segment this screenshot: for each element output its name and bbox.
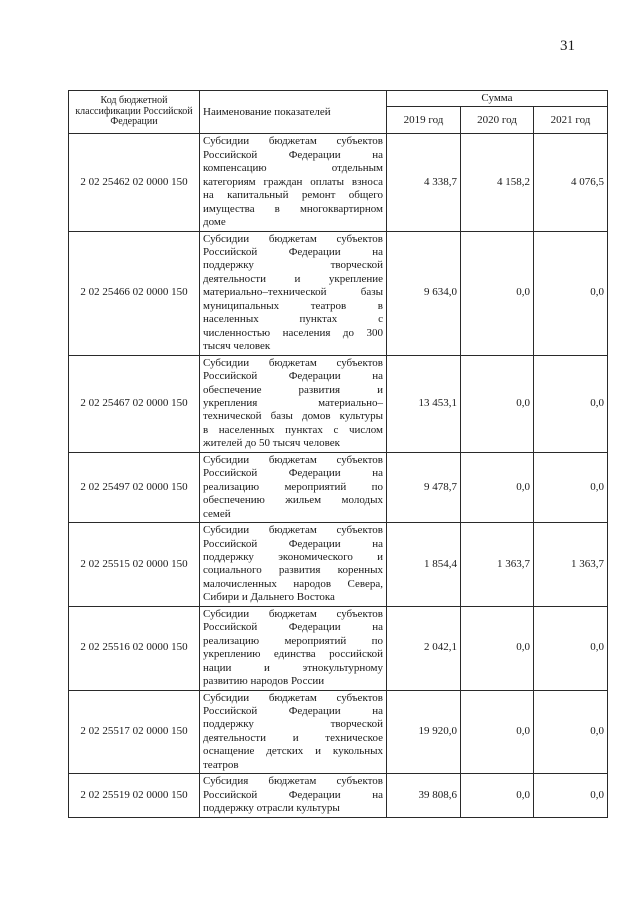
indicator-name-line: Субсидии бюджетам субъектов xyxy=(203,356,383,369)
indicator-name-line: семей xyxy=(203,507,231,520)
amount-2019-cell: 9 478,7 xyxy=(387,452,461,522)
indicator-name-line: Российской Федерации на xyxy=(203,788,383,801)
indicator-name-line: технической базы домов культуры xyxy=(203,410,383,423)
indicator-name-line: развитию народов России xyxy=(203,675,325,688)
table-row xyxy=(69,690,608,774)
table-row xyxy=(69,134,608,231)
indicator-name-line: муниципальных театров в xyxy=(203,299,383,312)
header-year-2020: 2020 год xyxy=(461,107,534,134)
indicator-name-line: социального развития коренных xyxy=(203,564,383,577)
indicator-name-cell xyxy=(200,774,387,817)
amount-2021-cell: 1 363,7 xyxy=(534,523,608,607)
indicator-name-line: Субсидии бюджетам субъектов xyxy=(203,524,383,537)
indicator-name-line: реализацию мероприятий по xyxy=(203,480,383,493)
budget-code-cell: 2 02 25462 02 0000 150 xyxy=(69,134,200,231)
indicator-name-line: доме xyxy=(203,216,226,229)
table-row xyxy=(69,523,608,607)
indicator-name-line: Российской Федерации на xyxy=(203,148,383,161)
indicator-name-line: Субсидии бюджетам субъектов xyxy=(203,135,383,148)
amount-2019-cell: 2 042,1 xyxy=(387,606,461,690)
amount-2021-cell: 0,0 xyxy=(534,606,608,690)
indicator-name-line: имущества в многоквартирном xyxy=(203,202,383,215)
indicator-name-cell xyxy=(200,134,387,231)
indicator-name-line: Субсидия бюджетам субъектов xyxy=(203,775,383,788)
table-row xyxy=(69,774,608,817)
indicator-name-cell xyxy=(200,355,387,452)
indicator-name-line: населенных пунктах с xyxy=(203,313,383,326)
amount-2019-cell: 4 338,7 xyxy=(387,134,461,231)
amount-2020-cell: 1 363,7 xyxy=(461,523,534,607)
header-year-2021: 2021 год xyxy=(534,107,608,134)
amount-2021-cell: 0,0 xyxy=(534,452,608,522)
indicator-name-line: деятельности и техническое xyxy=(203,731,383,744)
amount-2019-cell: 19 920,0 xyxy=(387,690,461,774)
indicator-name-line: реализацию мероприятий по xyxy=(203,634,383,647)
header-row-1 xyxy=(69,91,608,107)
indicator-name-line: Субсидии бюджетам субъектов xyxy=(203,453,383,466)
header-sum: Сумма xyxy=(387,91,608,107)
amount-2020-cell: 0,0 xyxy=(461,355,534,452)
budget-code-cell: 2 02 25519 02 0000 150 xyxy=(69,774,200,817)
indicator-name-cell xyxy=(200,452,387,522)
indicator-name-line: обеспечению жильем молодых xyxy=(203,494,383,507)
indicator-name-line: деятельности и укрепление xyxy=(203,272,383,285)
indicator-name-line: укрепления материально– xyxy=(203,397,383,410)
indicator-name-line: малочисленных народов Севера, xyxy=(203,577,383,590)
amount-2020-cell: 4 158,2 xyxy=(461,134,534,231)
budget-code-cell: 2 02 25466 02 0000 150 xyxy=(69,231,200,355)
indicator-name-line: поддержку экономического и xyxy=(203,551,383,563)
indicator-name-line: компенсацию отдельным xyxy=(203,162,383,175)
indicator-name-line: Субсидии бюджетам субъектов xyxy=(203,232,383,245)
table-row xyxy=(69,355,608,452)
indicator-name-line: Российской Федерации на xyxy=(203,467,383,480)
header-name: Наименование показателей xyxy=(200,91,387,134)
indicator-name-line: Российской Федерации на xyxy=(203,246,383,259)
header-code: Код бюджетной классификации Российской Федерации xyxy=(69,91,200,134)
indicator-name-line: поддержку отрасли культуры xyxy=(203,802,340,815)
amount-2020-cell: 0,0 xyxy=(461,774,534,817)
amount-2019-cell: 39 808,6 xyxy=(387,774,461,817)
indicator-name-line: категориям граждан оплаты взноса xyxy=(203,175,383,188)
indicator-name-line: театров xyxy=(203,758,239,771)
budget-code-cell: 2 02 25517 02 0000 150 xyxy=(69,690,200,774)
indicator-name-line: на капитальный ремонт общего xyxy=(203,189,383,202)
budget-table xyxy=(68,90,608,818)
budget-code-cell: 2 02 25467 02 0000 150 xyxy=(69,355,200,452)
indicator-name-line: жителей до 50 тысяч человек xyxy=(203,437,340,450)
indicator-name-line: нации и этнокультурному xyxy=(203,661,383,674)
indicator-name-line: обеспечение развития и xyxy=(203,383,383,396)
budget-code-cell: 2 02 25515 02 0000 150 xyxy=(69,523,200,607)
indicator-name-line: поддержку творческой xyxy=(203,259,383,272)
table-body xyxy=(69,134,608,817)
amount-2020-cell: 0,0 xyxy=(461,606,534,690)
indicator-name-cell xyxy=(200,231,387,355)
indicator-name-line: оснащение детских и кукольных xyxy=(203,745,383,758)
indicator-name-line: численностью населения до 300 xyxy=(203,326,383,339)
indicator-name-line: материально–технической базы xyxy=(203,286,383,299)
page-number: 31 xyxy=(560,38,575,54)
indicator-name-line: Российской Федерации на xyxy=(203,370,383,383)
budget-code-cell: 2 02 25497 02 0000 150 xyxy=(69,452,200,522)
indicator-name-line: тысяч человек xyxy=(203,340,271,353)
amount-2021-cell: 0,0 xyxy=(534,774,608,817)
amount-2021-cell: 4 076,5 xyxy=(534,134,608,231)
amount-2020-cell: 0,0 xyxy=(461,452,534,522)
indicator-name-line: Сибири и Дальнего Востока xyxy=(203,591,335,604)
indicator-name-line: Российской Федерации на xyxy=(203,537,383,550)
indicator-name-line: Российской Федерации на xyxy=(203,704,383,717)
amount-2021-cell: 0,0 xyxy=(534,355,608,452)
indicator-name-line: Субсидии бюджетам субъектов xyxy=(203,607,383,620)
indicator-name-line: Российской Федерации на xyxy=(203,621,383,634)
amount-2020-cell: 0,0 xyxy=(461,690,534,774)
amount-2019-cell: 13 453,1 xyxy=(387,355,461,452)
indicator-name-line: Субсидии бюджетам субъектов xyxy=(203,691,383,704)
indicator-name-cell xyxy=(200,606,387,690)
indicator-name-cell xyxy=(200,690,387,774)
amount-2019-cell: 1 854,4 xyxy=(387,523,461,607)
table-row xyxy=(69,606,608,690)
header-year-2019: 2019 год xyxy=(387,107,461,134)
amount-2021-cell: 0,0 xyxy=(534,231,608,355)
amount-2019-cell: 9 634,0 xyxy=(387,231,461,355)
table-row xyxy=(69,231,608,355)
amount-2020-cell: 0,0 xyxy=(461,231,534,355)
indicator-name-line: укреплению единства российской xyxy=(203,648,383,661)
indicator-name-line: поддержку творческой xyxy=(203,718,383,731)
amount-2021-cell: 0,0 xyxy=(534,690,608,774)
table-row xyxy=(69,452,608,522)
indicator-name-cell xyxy=(200,523,387,607)
budget-code-cell: 2 02 25516 02 0000 150 xyxy=(69,606,200,690)
indicator-name-line: в населенных пунктах с числом xyxy=(203,423,383,436)
